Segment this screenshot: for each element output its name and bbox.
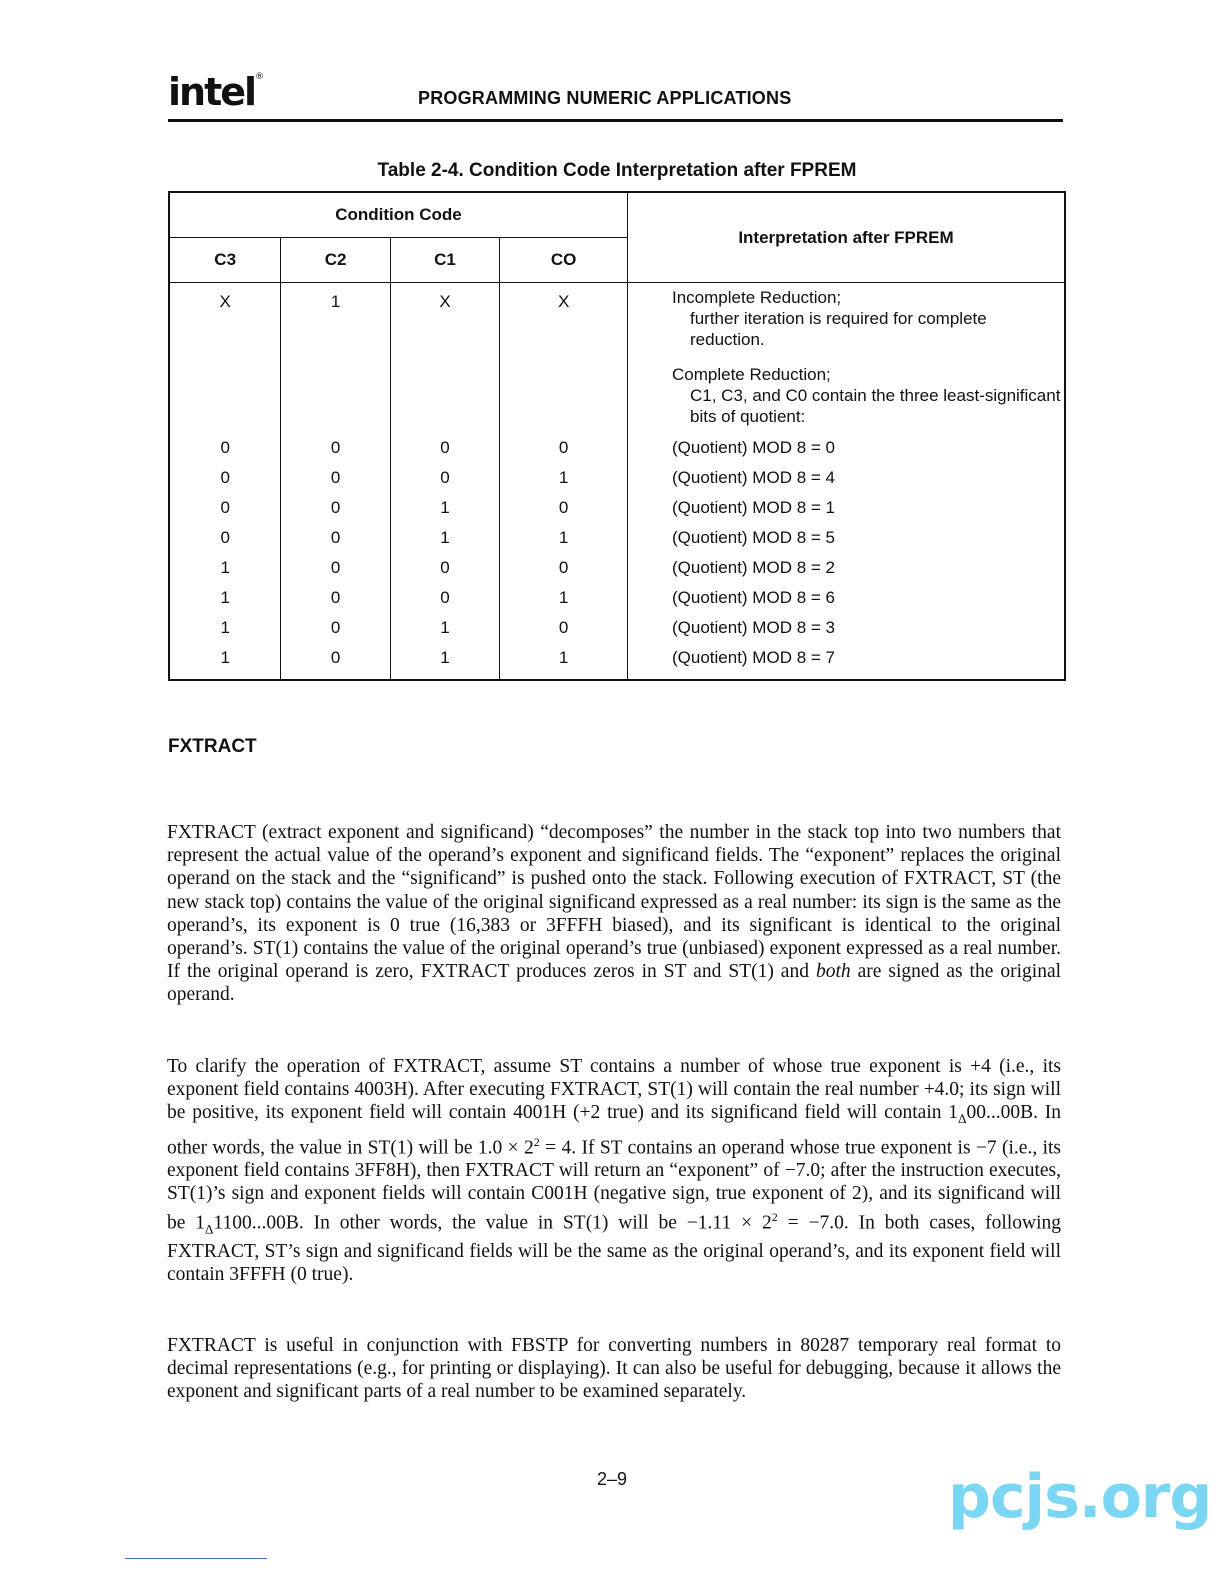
cell-c1: 1 xyxy=(390,493,499,523)
condition-code-table xyxy=(168,191,1066,681)
cell-c3: 0 xyxy=(169,463,281,493)
cell-c3: 1 xyxy=(169,553,281,583)
column-header-c1: C1 xyxy=(390,238,499,283)
paragraph-fxtract-description: FXTRACT (extract exponent and significand) “decomposes” the number in the stack top into two numbers that represent the actual value of the operand’s exponent and significand fields. The “exponent” replaces the original operand on the stack and the “significand” is pushed onto the stack. Following execution of FXTRACT, ST (the new stack top) contains the value of the original significand expressed as a real number: its sign is the same as the operand’s, its exponent is 0 true (16,383 or 3FFFH biased), and its significant is identical to the original operand’s. ST(1) contains the value of the original operand’s true (unbiased) exponent expressed as a real number. If the original operand is zero, FXTRACT produces zeros in ST and ST(1) and both are signed as the original operand. xyxy=(167,822,1062,1006)
table-row xyxy=(169,433,1065,463)
cell-c3: 1 xyxy=(169,583,281,613)
cell-c0: 0 xyxy=(500,433,628,463)
complete-reduction-label: Complete Reduction; xyxy=(672,365,831,384)
cell-c2: 0 xyxy=(281,583,390,613)
cell-c2: 0 xyxy=(281,463,390,493)
registered-mark: ® xyxy=(255,72,263,82)
cell-interpretation: (Quotient) MOD 8 = 5 xyxy=(628,523,1066,553)
delta-symbol: Δ xyxy=(958,1111,967,1127)
exponent: 2 xyxy=(771,1209,778,1224)
cell-c3: 1 xyxy=(169,613,281,643)
cell-c1: 1 xyxy=(390,523,499,553)
cell-c2: 0 xyxy=(281,553,390,583)
delta-symbol: Δ xyxy=(205,1221,214,1236)
table-row-note xyxy=(169,356,1065,433)
cell-interpretation xyxy=(628,283,1066,357)
cell-c3: 1 xyxy=(169,643,281,680)
table-row xyxy=(169,463,1065,493)
condition-code-header: Condition Code xyxy=(169,192,628,238)
cell-c1: 0 xyxy=(390,463,499,493)
column-header-c3: C3 xyxy=(169,238,281,283)
cell-c1: 0 xyxy=(390,583,499,613)
pcjs-watermark: pcjs.org xyxy=(948,1462,1212,1532)
cell-c0: 1 xyxy=(500,463,628,493)
table-row xyxy=(169,643,1065,680)
cell-interpretation: (Quotient) MOD 8 = 1 xyxy=(628,493,1066,523)
page-number: 2–9 xyxy=(596,1469,628,1489)
paragraph-fxtract-usage: FXTRACT is useful in conjunction with FBSTP for converting numbers in 80287 temporary real format to decimal representations (e.g., for printing or displaying). It can also be useful for debugging, because it allows the exponent and significant parts of a real number to be examined separately. xyxy=(167,1335,1061,1403)
table-row-incomplete xyxy=(169,283,1065,357)
interpretation-header: Interpretation after FPREM xyxy=(628,192,1066,283)
table-row xyxy=(169,613,1065,643)
cell-c2: 0 xyxy=(281,613,390,643)
table-caption: Table 2-4. Condition Code Interpretation after FPREM xyxy=(377,160,857,181)
table-row xyxy=(169,523,1065,553)
incomplete-reduction-detail: further iteration is required for complete reduction. xyxy=(690,309,987,349)
cell-interpretation xyxy=(628,356,1066,433)
cell-c1: X xyxy=(390,283,499,357)
table-row xyxy=(169,553,1065,583)
cell-c0: 0 xyxy=(500,553,628,583)
cell-c0: 1 xyxy=(500,583,628,613)
cell-c3: 0 xyxy=(169,523,281,553)
cell-c2: 0 xyxy=(281,493,390,523)
cell-c3: 0 xyxy=(169,433,281,463)
cell-c0: X xyxy=(500,283,628,357)
cell-c1: 1 xyxy=(390,613,499,643)
cell-c1: 0 xyxy=(390,433,499,463)
cell-c1: 1 xyxy=(390,643,499,680)
column-header-c0: CO xyxy=(500,238,628,283)
cell-c3: X xyxy=(169,283,281,357)
cell-c2: 1 xyxy=(281,283,390,357)
incomplete-reduction-label: Incomplete Reduction; xyxy=(672,288,842,307)
complete-reduction-detail: C1, C3, and C0 contain the three least-significant bits of quotient: xyxy=(690,386,1061,426)
paragraph-fxtract-example: To clarify the operation of FXTRACT, assume ST contains a number of whose true exponent is +4 (i.e., its exponent field contains 4003H). After executing FXTRACT, ST(1) will contain the real number +4.0; its sign will be positive, its exponent field will contain 4001H (+2 true) and its significand field will contain $1_\Delta 00...00B$. In other words, the value in ST(1) will be $1.0 \times 2^2 = 4$. If ST contains an operand whose true exponent is −7 (i.e., its exponent field contains 3FF8H), then FXTRACT will return an “exponent” of −7.0; after the instruction executes, ST(1)’s sign and exponent fields will contain C001H (negative sign, true exponent of 2), and its significand will be $1_\Delta 1100...00B$. In other words, the value in ST(1) will be $-1.11 \times 2^2 = -7.0$. In both cases, following FXTRACT, ST’s sign and significand fields will be the same as the original operand’s, and its exponent field will contain 3FFFH (0 true). xyxy=(167,1056,1062,1286)
intel-logo: intel® xyxy=(168,70,263,114)
cell-c0: 1 xyxy=(500,643,628,680)
cell-interpretation: (Quotient) MOD 8 = 3 xyxy=(628,613,1066,643)
cell-interpretation: (Quotient) MOD 8 = 2 xyxy=(628,553,1066,583)
header-rule xyxy=(168,119,1063,122)
section-heading: FXTRACT xyxy=(168,736,257,757)
cell-c0: 0 xyxy=(500,613,628,643)
page-header-title: PROGRAMMING NUMERIC APPLICATIONS xyxy=(418,88,792,108)
cell-c2: 0 xyxy=(281,643,390,680)
cell-c1: 0 xyxy=(390,553,499,583)
exponent: 2 xyxy=(533,1134,540,1149)
cell-interpretation: (Quotient) MOD 8 = 4 xyxy=(628,463,1066,493)
table-row xyxy=(169,493,1065,523)
table-row xyxy=(169,583,1065,613)
cell-c2: 0 xyxy=(281,523,390,553)
column-header-c2: C2 xyxy=(281,238,390,283)
cell-c0: 1 xyxy=(500,523,628,553)
cell-interpretation: (Quotient) MOD 8 = 6 xyxy=(628,583,1066,613)
cell-c0: 0 xyxy=(500,493,628,523)
footer-divider xyxy=(125,1558,267,1559)
cell-interpretation: (Quotient) MOD 8 = 0 xyxy=(628,433,1066,463)
cell-c3: 0 xyxy=(169,493,281,523)
emphasis-both: both xyxy=(815,961,851,983)
cell-c2: 0 xyxy=(281,433,390,463)
cell-interpretation: (Quotient) MOD 8 = 7 xyxy=(628,643,1066,680)
